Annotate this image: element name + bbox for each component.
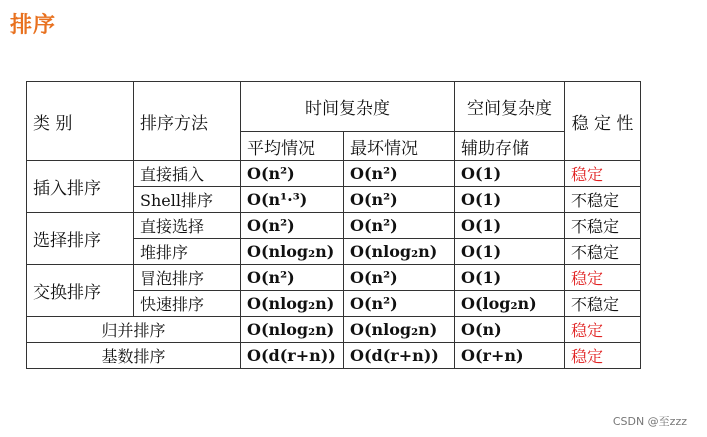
method-cell: 基数排序 — [27, 343, 241, 369]
header-row-1 — [27, 82, 641, 132]
method-cell: 直接插入 — [134, 161, 241, 187]
header-worst: 最坏情况 — [344, 132, 455, 161]
header-stable: 稳 定 性 — [565, 82, 641, 161]
header-aux: 辅助存储 — [455, 132, 565, 161]
stable-cell: 不稳定 — [565, 187, 641, 213]
aux-cell: O(1) — [455, 161, 565, 187]
stable-cell: 稳定 — [565, 161, 641, 187]
stable-cell: 不稳定 — [565, 213, 641, 239]
worst-cell: O(n²) — [344, 187, 455, 213]
page-title: 排序 — [10, 13, 57, 38]
method-cell: 直接选择 — [134, 213, 241, 239]
category-select: 选择排序 — [27, 213, 134, 265]
stable-cell: 不稳定 — [565, 291, 641, 317]
sort-complexity-table — [26, 81, 641, 369]
avg-cell: O(n²) — [241, 213, 344, 239]
worst-cell: O(nlog₂n) — [344, 239, 455, 265]
worst-cell: O(n²) — [344, 161, 455, 187]
method-cell: Shell排序 — [134, 187, 241, 213]
category-exchange: 交换排序 — [27, 265, 134, 317]
header-avg: 平均情况 — [241, 132, 344, 161]
table-row — [27, 265, 641, 291]
avg-cell: O(n²) — [241, 161, 344, 187]
avg-cell: O(nlog₂n) — [241, 239, 344, 265]
avg-cell: O(d(r+n)) — [241, 343, 344, 369]
aux-cell: O(log₂n) — [455, 291, 565, 317]
method-cell: 归并排序 — [27, 317, 241, 343]
avg-cell: O(n²) — [241, 265, 344, 291]
avg-cell: O(n¹·³) — [241, 187, 344, 213]
stable-cell: 稳定 — [565, 343, 641, 369]
method-cell: 快速排序 — [134, 291, 241, 317]
header-time: 时间复杂度 — [241, 82, 455, 132]
avg-cell: O(nlog₂n) — [241, 291, 344, 317]
aux-cell: O(1) — [455, 239, 565, 265]
aux-cell: O(1) — [455, 213, 565, 239]
watermark: CSDN @至zzz — [612, 415, 687, 428]
table-row — [27, 343, 641, 369]
table-row — [27, 317, 641, 343]
worst-cell: O(n²) — [344, 265, 455, 291]
aux-cell: O(n) — [455, 317, 565, 343]
header-space: 空间复杂度 — [455, 82, 565, 132]
table-row — [27, 161, 641, 187]
header-method: 排序方法 — [134, 82, 241, 161]
header-category: 类 别 — [27, 82, 134, 161]
method-cell: 堆排序 — [134, 239, 241, 265]
table-row — [27, 213, 641, 239]
method-cell: 冒泡排序 — [134, 265, 241, 291]
stable-cell: 稳定 — [565, 265, 641, 291]
category-insert: 插入排序 — [27, 161, 134, 213]
avg-cell: O(nlog₂n) — [241, 317, 344, 343]
worst-cell: O(n²) — [344, 291, 455, 317]
stable-cell: 不稳定 — [565, 239, 641, 265]
worst-cell: O(d(r+n)) — [344, 343, 455, 369]
aux-cell: O(r+n) — [455, 343, 565, 369]
worst-cell: O(nlog₂n) — [344, 317, 455, 343]
stable-cell: 稳定 — [565, 317, 641, 343]
aux-cell: O(1) — [455, 187, 565, 213]
aux-cell: O(1) — [455, 265, 565, 291]
worst-cell: O(n²) — [344, 213, 455, 239]
